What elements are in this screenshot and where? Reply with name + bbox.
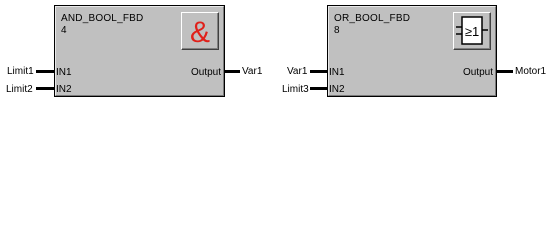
block-title: AND_BOOL_FBD [61,13,144,24]
output-wire [496,70,513,73]
input-var-limit2[interactable]: Limit2 [6,84,33,95]
input-wire-1 [310,70,328,73]
block-number: 4 [61,25,67,36]
ampersand-icon [182,13,218,49]
output-wire [224,70,240,73]
and-bool-fbd-block[interactable] [54,5,225,97]
ampersand-glyph: & [189,16,211,49]
or-bool-fbd-block[interactable] [327,5,497,97]
input-wire-2 [310,87,328,90]
block-number: 8 [334,25,340,36]
output-pin: Output [462,67,493,78]
gate-glyph: ≥1 [464,24,480,39]
block-title: OR_BOOL_FBD [334,13,411,24]
output-var-var1[interactable]: Var1 [242,66,263,77]
or-symbol-box [453,12,491,50]
input-var-limit1[interactable]: Limit1 [7,66,34,77]
input-pin-in1: IN1 [329,67,345,78]
and-symbol-box [181,12,219,50]
input-pin-in2: IN2 [56,84,72,95]
input-wire-2 [36,87,55,90]
input-var-limit3[interactable]: Limit3 [282,84,309,95]
input-pin-in2: IN2 [329,84,345,95]
input-wire-1 [36,70,55,73]
input-var-var1[interactable]: Var1 [287,66,308,77]
or-gate-icon [454,13,490,49]
input-pin-in1: IN1 [56,67,72,78]
output-pin: Output [190,67,221,78]
output-var-motor1[interactable]: Motor1 [515,66,547,77]
